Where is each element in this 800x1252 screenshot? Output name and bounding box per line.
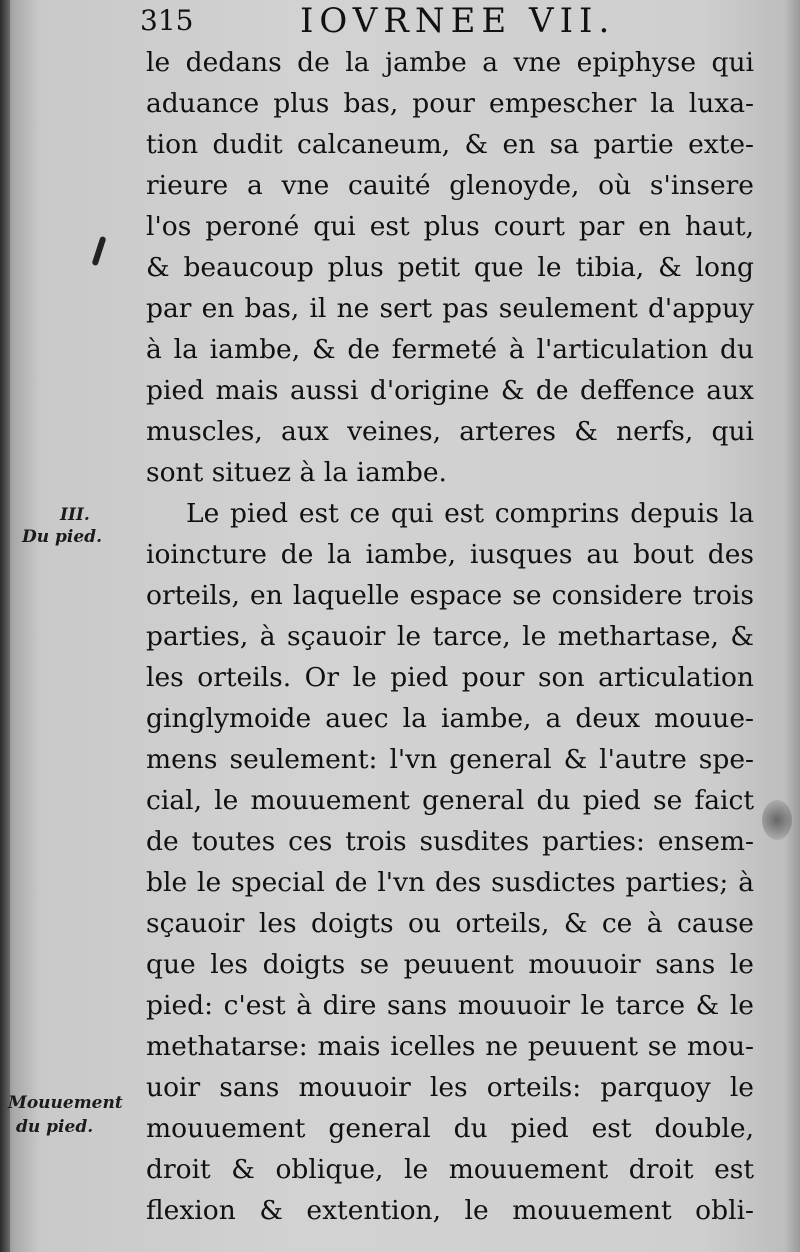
text-line: à la iambe, & de fermeté à l'articulation du — [146, 334, 754, 365]
paragraph-start-line: Le pied est ce qui est comprins depuis la — [186, 498, 754, 529]
text-line: & beaucoup plus petit que le tibia, & long — [146, 252, 754, 283]
text-line: cial, le mouuement general du pied se faict — [146, 785, 754, 816]
page-spine-shadow — [0, 0, 10, 1252]
page-header — [140, 2, 750, 40]
text-line: de toutes ces trois susdites parties: ensem- — [146, 826, 754, 857]
margin-note-movement-sub: du pied. — [16, 1117, 94, 1137]
text-line: mouuement general du pied est double, — [146, 1113, 754, 1144]
text-line: que les doigts se peuuent mouuoir sans le — [146, 949, 754, 980]
text-line: pied mais aussi d'origine & de deffence aux — [146, 375, 754, 406]
text-line: orteils, en laquelle espace se considere trois — [146, 580, 754, 611]
text-line: methatarse: mais icelles ne peuuent se mou- — [146, 1031, 754, 1062]
margin-note-section-number: III. — [60, 505, 90, 525]
text-line: flexion & extention, le mouuement obli- — [146, 1195, 754, 1226]
text-line: l'os peroné qui est plus court par en haut, — [146, 211, 754, 242]
text-line: aduance plus bas, pour empescher la luxa- — [146, 88, 754, 119]
page-number: 315 — [140, 4, 194, 37]
ink-mark — [92, 236, 107, 266]
text-line: rieure a vne cauité glenoyde, où s'insere — [146, 170, 754, 201]
text-line: les orteils. Or le pied pour son articulation — [146, 662, 754, 693]
margin-note-movement: Mouuement — [8, 1093, 123, 1113]
text-line: parties, à sçauoir le tarce, le methartase, & — [146, 621, 754, 652]
text-line: sçauoir les doigts ou orteils, & ce à cause — [146, 908, 754, 939]
text-line: tion dudit calcaneum, & en sa partie exte- — [146, 129, 754, 160]
text-line: muscles, aux veines, arteres & nerfs, qui — [146, 416, 754, 447]
text-line: ioincture de la iambe, iusques au bout des — [146, 539, 754, 570]
ink-blot — [762, 800, 792, 840]
text-line: mens seulement: l'vn general & l'autre spe- — [146, 744, 754, 775]
text-line: le dedans de la jambe a vne epiphyse qui — [146, 47, 754, 78]
text-line: pied: c'est à dire sans mouuoir le tarce & le — [146, 990, 754, 1021]
body-text — [146, 42, 754, 1231]
text-line: sont situez à la iambe. — [146, 457, 447, 488]
text-line: ble le special de l'vn des susdictes parties; à — [146, 867, 754, 898]
margin-note-section-title: Du pied. — [22, 527, 102, 547]
text-line: par en bas, il ne sert pas seulement d'appuy — [146, 293, 754, 324]
text-line: droit & oblique, le mouuement droit est — [146, 1154, 754, 1185]
text-line: uoir sans mouuoir les orteils: parquoy le — [146, 1072, 754, 1103]
text-line: ginglymoide auec la iambe, a deux mouue- — [146, 703, 754, 734]
running-title: IOVRNEE VII. — [300, 1, 616, 41]
